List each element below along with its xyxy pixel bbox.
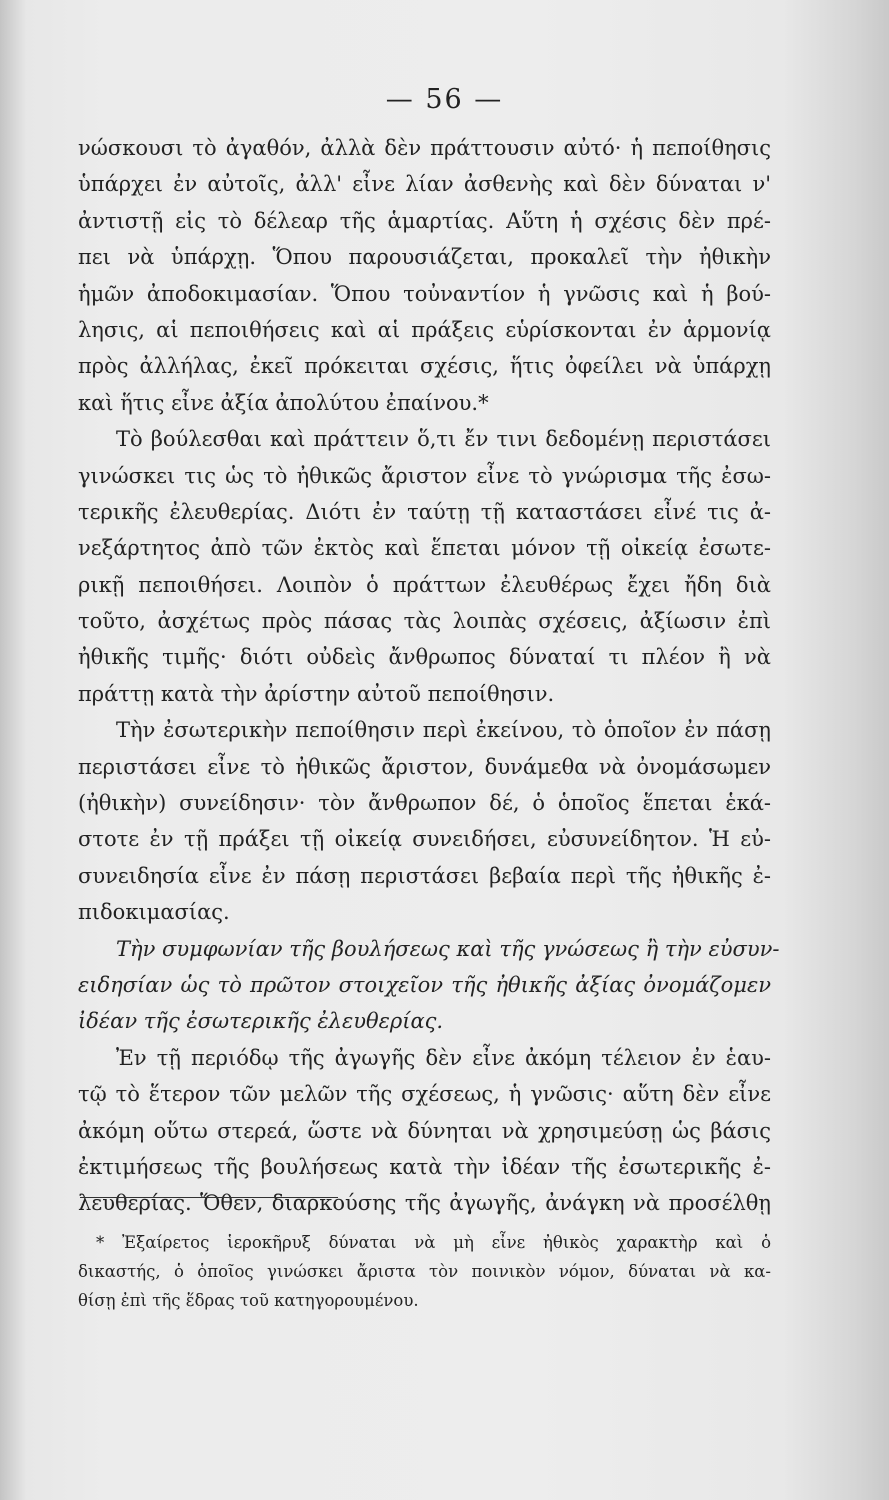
footnotes (78, 1228, 771, 1315)
text-line: λησις, αἱ πεποιθήσεις καὶ αἱ πράξεις εὑρίσκονται ἐν ἁρμονίᾳ (78, 317, 771, 342)
text-line: ειδησίαν ὡς τὸ πρῶτον στοιχεῖον τῆς ἠθικῆς ἀξίας ὀνομάζομεν (78, 972, 771, 997)
footnote-line: δικαστής, ὁ ὁποῖος γινώσκει ἄριστα τὸν ποινικὸν νόμον, δύναται νὰ κα- (78, 1262, 771, 1281)
text-line: ὑπάρχει ἐν αὐτοῖς, ἀλλ' εἶνε λίαν ἀσθενὴς καὶ δὲν δύναται ν' (78, 172, 771, 197)
text-line: στοτε ἐν τῇ πράξει τῇ οἰκείᾳ συνειδήσει, εὐσυνείδητον. Ἡ εὐ- (78, 827, 771, 852)
text-line: ἡμῶν ἀποδοκιμασίαν. Ὅπου τοὐναντίον ἡ γνῶσις καὶ ἡ βού- (78, 281, 771, 306)
text-line: ρικῇ πεποιθήσει. Λοιπὸν ὁ πράττων ἐλευθέρως ἔχει ἤδη διὰ (78, 572, 771, 597)
text-line: ἰδέαν τῆς ἐσωτερικῆς ἐλευθερίας. (78, 1009, 444, 1034)
text-line: καὶ ἥτις εἶνε ἀξία ἀπολύτου ἐπαίνου.* (78, 390, 489, 415)
text-line: γινώσκει τις ὡς τὸ ἠθικῶς ἄριστον εἶνε τὸ γνώρισμα τῆς ἐσω- (78, 463, 771, 488)
text-line: πιδοκιμασίας. (78, 900, 230, 925)
text-line: νώσκουσι τὸ ἀγαθόν, ἀλλὰ δὲν πράττουσιν αὐτό· ἡ πεποίθησις (78, 136, 771, 160)
body-text (78, 130, 780, 1222)
text-line: πράττῃ κατὰ τὴν ἀρίστην αὐτοῦ πεποίθησιν. (78, 681, 555, 706)
text-line: ἠθικῆς τιμῆς· διότι οὐδεὶς ἄνθρωπος δύναταί τι πλέον ἢ νὰ (78, 645, 771, 670)
footnote-line: θίσῃ ἐπὶ τῆς ἕδρας τοῦ κατηγορουμένου. (78, 1291, 419, 1310)
text-line: πει νὰ ὑπάρχῃ. Ὅπου παρουσιάζεται, προκαλεῖ τὴν ἠθικὴν (78, 245, 771, 270)
text-line: τοῦτο, ἀσχέτως πρὸς πάσας τὰς λοιπὰς σχέσεις, ἀξίωσιν ἐπὶ (78, 609, 771, 634)
text-line: Ἐν τῇ περιόδῳ τῆς ἀγωγῆς δὲν εἶνε ἀκόμη τέλειον ἐν ἑαυ- (116, 1045, 771, 1070)
text-line: Τὸ βούλεσθαι καὶ πράττειν ὅ,τι ἔν τινι δεδομένῃ περιστάσει (116, 427, 771, 452)
text-line: περιστάσει εἶνε τὸ ἠθικῶς ἄριστον, δυνάμεθα νὰ ὀνομάσωμεν (78, 754, 771, 779)
text-line: πρὸς ἀλλήλας, ἐκεῖ πρόκειται σχέσις, ἥτις ὀφείλει νὰ ὑπάρχῃ (78, 354, 771, 379)
text-line: συνειδησία εἶνε ἐν πάσῃ περιστάσει βεβαία περὶ τῆς ἠθικῆς ἐ- (78, 863, 771, 888)
text-line: τῷ τὸ ἕτερον τῶν μελῶν τῆς σχέσεως, ἡ γνῶσις· αὕτη δὲν εἶνε (78, 1082, 771, 1107)
text-line: ἀντιστῇ εἰς τὸ δέλεαρ τῆς ἁμαρτίας. Αὕτη ἡ σχέσις δὲν πρέ- (78, 208, 771, 233)
text-line: ἀκόμη οὕτω στερεά, ὥστε νὰ δύνηται νὰ χρησιμεύσῃ ὡς βάσις (78, 1118, 771, 1143)
page-number: — 56 — (385, 84, 504, 115)
text-line: ἐκτιμήσεως τῆς βουλήσεως κατὰ τὴν ἰδέαν τῆς ἐσωτερικῆς ἐ- (78, 1154, 771, 1179)
text-line: Τὴν ἐσωτερικὴν πεποίθησιν περὶ ἐκείνου, τὸ ὁποῖον ἐν πάσῃ (116, 718, 771, 743)
text-line: νεξάρτητος ἀπὸ τῶν ἐκτὸς καὶ ἕπεται μόνον τῇ οἰκείᾳ ἐσωτε- (78, 536, 771, 561)
text-line: (ἠθικὴν) συνείδησιν· τὸν ἄνθρωπον δέ, ὁ ὁποῖος ἕπεται ἑκά- (78, 791, 771, 816)
text-line: τερικῆς ἐλευθερίας. Διότι ἐν ταύτῃ τῇ καταστάσει εἶνέ τις ἀ- (78, 499, 771, 524)
footnote-divider (80, 1197, 338, 1198)
text-line: λευθερίας. Ὅθεν, διαρκούσης τῆς ἀγωγῆς, ἀνάγκη νὰ προσέλθῃ (78, 1191, 771, 1216)
footnote-line: * Ἐξαίρετος ἱεροκῆρυξ δύναται νὰ μὴ εἶνε ἠθικὸς χαρακτὴρ καὶ ὁ (96, 1233, 771, 1252)
text-line: Τὴν συμφωνίαν τῆς βουλήσεως καὶ τῆς γνώσεως ἢ τὴν εὐσυν- (116, 936, 780, 961)
